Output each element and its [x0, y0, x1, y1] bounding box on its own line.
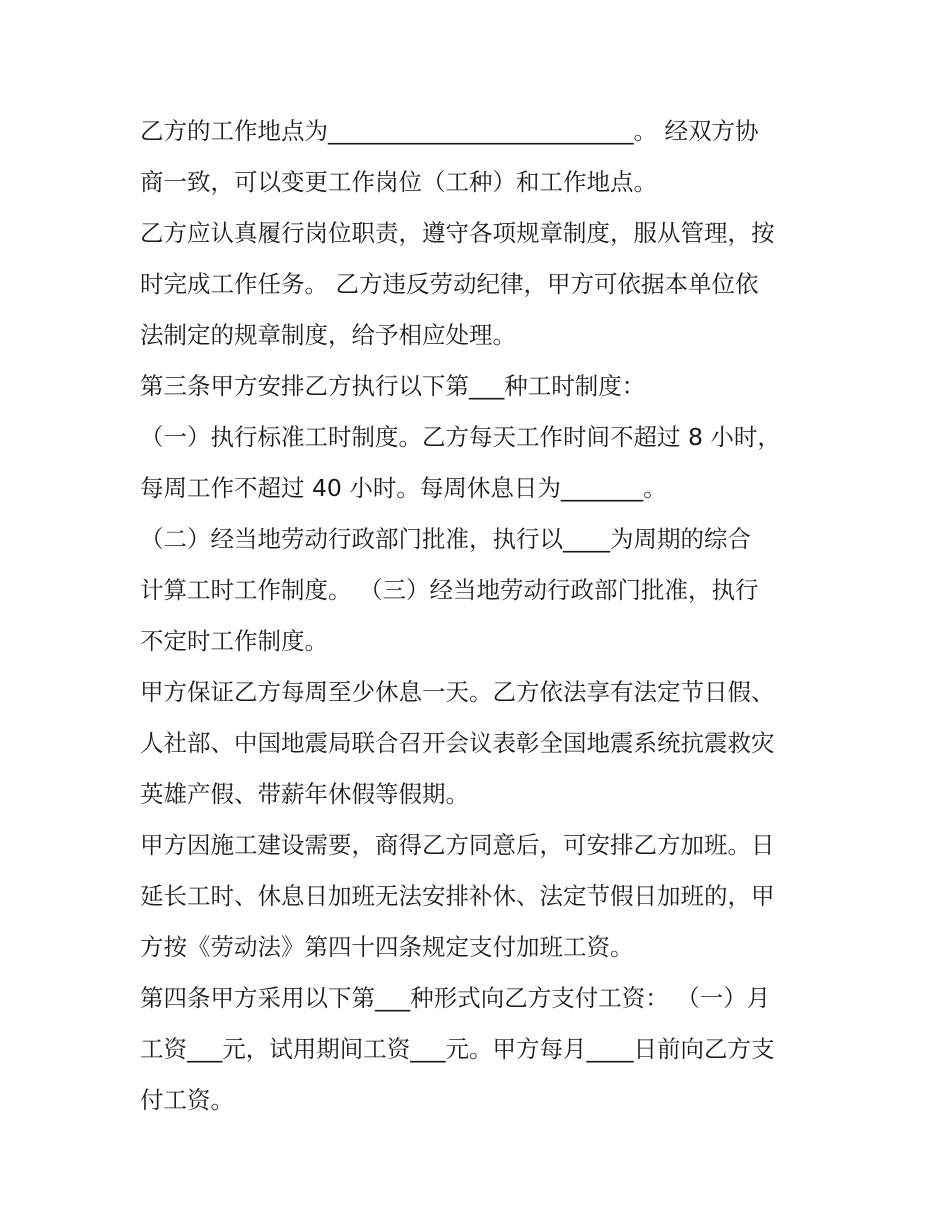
- text-line: 方按《劳动法》第四十四条规定支付加班工资。: [140, 933, 634, 961]
- text-line: 甲方因施工建设需要，商得乙方同意后，可安排乙方加班。日: [140, 831, 775, 859]
- text-line: 延长工时、休息日加班无法安排补休、法定节假日加班的，甲: [140, 882, 775, 910]
- text-line: 法制定的规章制度，给予相应处理。: [140, 321, 516, 349]
- document-body: [140, 106, 820, 1126]
- text-line: 商一致，可以变更工作岗位（工种）和工作地点。: [140, 168, 657, 196]
- text-line: 英雄产假、带薪年休假等假期。: [140, 780, 469, 808]
- text-line: （二）经当地劳动行政部门批准，执行以____为周期的综合: [140, 525, 751, 553]
- text-line: 每周工作不超过 40 小时。每周休息日为_______。: [140, 474, 667, 502]
- text-line: 乙方应认真履行岗位职责，遵守各项规章制度，服从管理，按: [140, 219, 775, 247]
- text-line: 计算工时工作制度。 （三）经当地劳动行政部门批准，执行: [140, 576, 759, 604]
- text-line: 甲方保证乙方每周至少休息一天。乙方依法享有法定节日假、: [140, 678, 775, 706]
- text-line: 工资___元，试用期间工资___元。甲方每月____日前向乙方支: [140, 1035, 775, 1063]
- text-line: 第三条甲方安排乙方执行以下第___种工时制度：: [140, 372, 646, 400]
- text-line: （一）执行标准工时制度。乙方每天工作时间不超过 8 小时，: [140, 423, 781, 451]
- text-line: 不定时工作制度。: [140, 627, 328, 655]
- text-line: 乙方的工作地点为__________________________。 经双方协: [140, 117, 759, 145]
- text-line: 付工资。: [140, 1086, 234, 1114]
- text-line: 第四条甲方采用以下第___种形式向乙方支付工资： （一）月: [140, 984, 771, 1012]
- text-line: 时完成工作任务。 乙方违反劳动纪律，甲方可依据本单位依: [140, 270, 759, 298]
- text-line: 人社部、中国地震局联合召开会议表彰全国地震系统抗震救灾: [140, 729, 775, 757]
